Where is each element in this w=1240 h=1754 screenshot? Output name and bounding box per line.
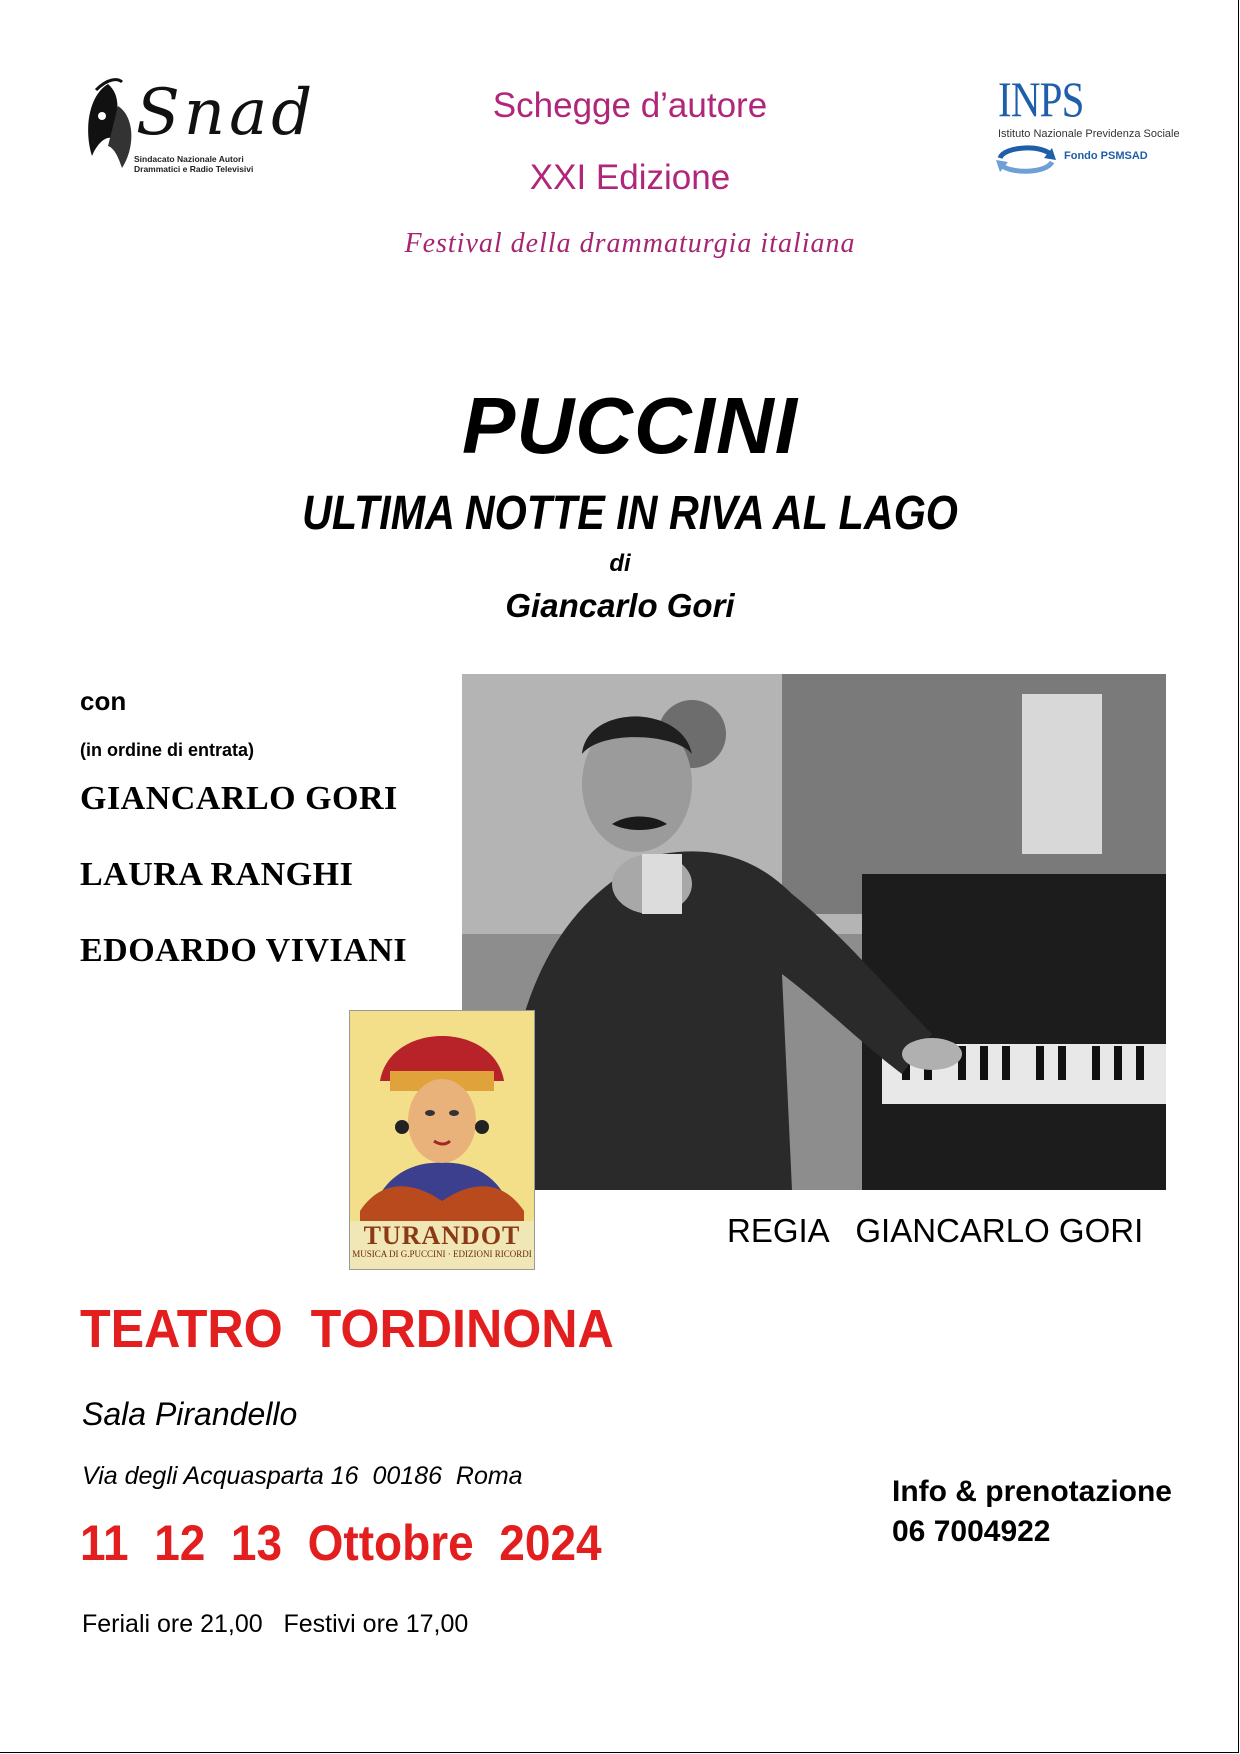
inps-logo (994, 71, 1194, 176)
show-author: Giancarlo Gori (505, 587, 735, 624)
direction-credit: REGIA GIANCARLO GORI (727, 1212, 1144, 1249)
show-by: di (609, 550, 631, 577)
snad-caption-line2: Drammatici e Radio Televisivi (134, 164, 254, 174)
info-phone: 06 7004922 (892, 1515, 1051, 1548)
festival-edition: XXI Edizione (529, 158, 731, 197)
info-label: Info & prenotazione (892, 1475, 1172, 1508)
venue-address: Via degli Acquasparta 16 00186 Roma (82, 1462, 523, 1490)
puccini-at-piano-image (462, 674, 1166, 1190)
festival-subtitle: Festival della drammaturgia italiana (404, 228, 856, 259)
show-times: Feriali ore 21,00 Festivi ore 17,00 (82, 1610, 469, 1638)
puccini-photo (462, 674, 1166, 1190)
snad-caption-line1: Sindacato Nazionale Autori (134, 154, 244, 164)
show-title: PUCCINI (462, 381, 798, 470)
festival-name: Schegge d’autore (492, 86, 768, 125)
snad-wordmark: Snad (136, 76, 317, 150)
cast-actor-1: GIANCARLO GORI (80, 780, 398, 817)
cast-actor-3: EDOARDO VIVIANI (80, 932, 408, 969)
inps-arrows-icon (994, 142, 1058, 176)
poster-credit: MUSICA DI G.PUCCINI · EDIZIONI RICORDI (352, 1249, 532, 1259)
cast-note: (in ordine di entrata) (80, 740, 255, 760)
hall-name: Sala Pirandello (82, 1396, 298, 1432)
snad-caption (134, 154, 253, 174)
inps-fondo: Fondo PSMSAD (1064, 150, 1148, 162)
snad-logo (78, 76, 317, 176)
info-box (892, 1472, 1172, 1552)
cast-actor-2: LAURA RANGHI (80, 856, 354, 893)
inps-caption: Istituto Nazionale Previdenza Sociale (998, 128, 1180, 140)
turandot-illustration (350, 1011, 534, 1221)
show-subtitle: ULTIMA NOTTE IN RIVA AL LAGO (302, 487, 958, 540)
theatre-name: TEATRO TORDINONA (80, 1299, 614, 1359)
show-dates: 11 12 13 Ottobre 2024 (80, 1515, 602, 1571)
cast-label: con (80, 686, 127, 716)
turandot-poster (349, 1010, 535, 1270)
inps-wordmark: INPS (998, 71, 1084, 127)
poster-title: TURANDOT (363, 1221, 521, 1250)
